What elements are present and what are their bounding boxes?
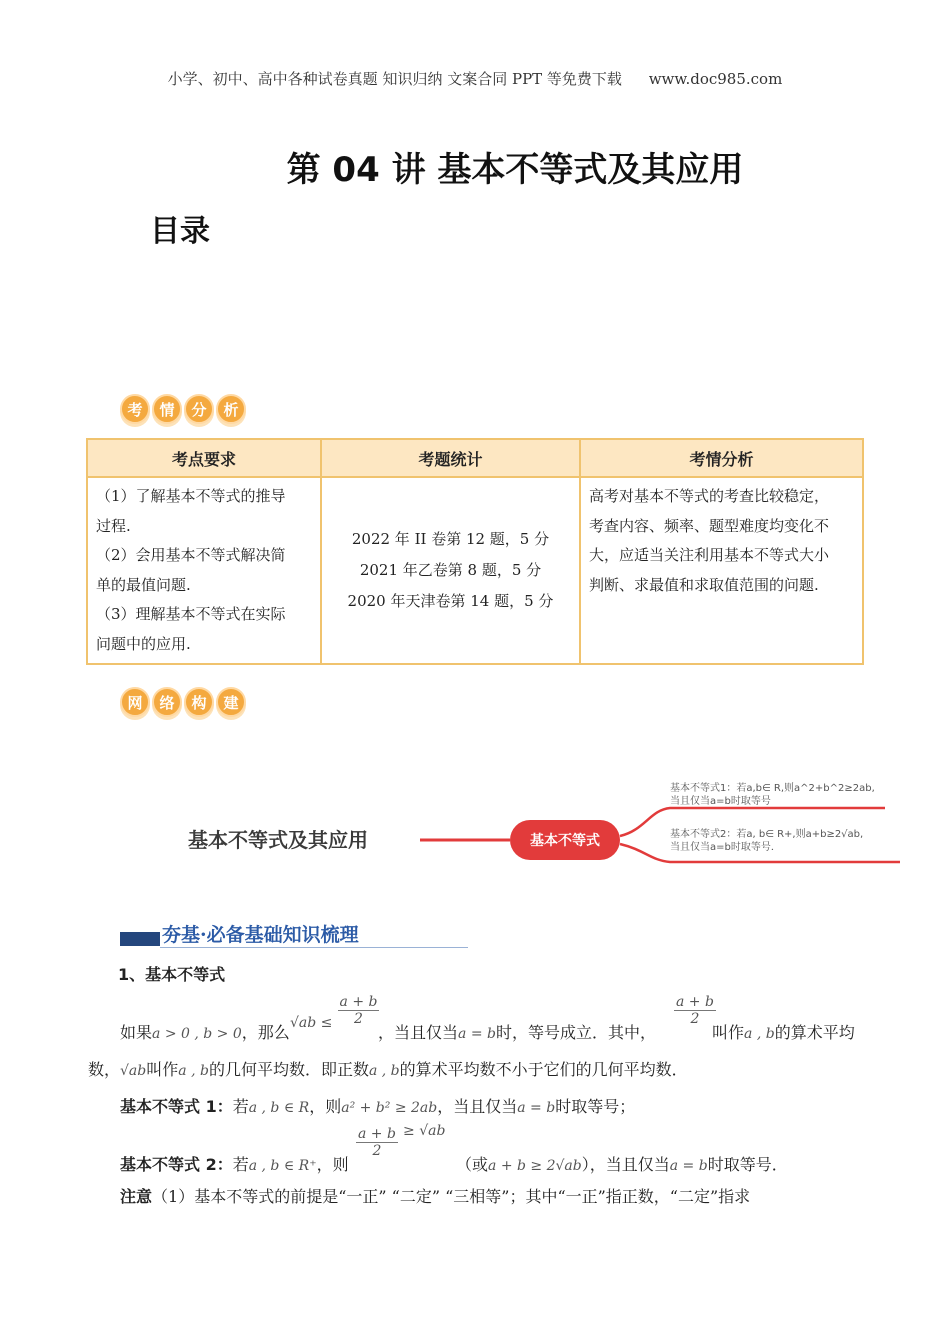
math: ≥ √ab <box>403 1123 446 1139</box>
cell-line: （2）会用基本不等式解决简 <box>96 546 286 564</box>
cell-line: 过程. <box>96 516 131 535</box>
text: ），当且仅当 <box>581 1155 670 1174</box>
cell-line: 2022 年 II 卷第 12 题，5 分 <box>351 530 550 548</box>
header-requirement: 考点要求 <box>87 439 321 477</box>
section-marker <box>120 932 160 946</box>
text: 数， <box>88 1060 121 1079</box>
cell-line: 判断、求最值和求取值范围的问题. <box>589 575 819 594</box>
cell-line: 2020 年天津卷第 14 题，5 分 <box>347 592 554 610</box>
page-title: 第 04 讲 基本不等式及其应用 <box>286 150 744 190</box>
text: 时，等号成立．其中， <box>495 1023 656 1042</box>
content-line-3 <box>120 1094 635 1117</box>
mind-map <box>180 770 910 880</box>
numerator: a + b <box>358 1126 396 1142</box>
section-title <box>120 920 468 948</box>
denominator: 2 <box>354 1011 363 1027</box>
cell-line: 问题中的应用. <box>96 634 191 653</box>
mindmap-leaf1-line2: 当且仅当a=b时取等号 <box>670 796 771 807</box>
cell-analysis <box>580 477 863 664</box>
math: a² + b² ≥ 2ab <box>341 1100 438 1116</box>
text: 时取等号． <box>707 1155 788 1174</box>
math: a + b ≥ 2√ab <box>488 1158 582 1174</box>
math: a = b <box>517 1100 556 1116</box>
badge-network <box>120 687 246 717</box>
text: 的几何平均数．即正数 <box>208 1060 369 1079</box>
text: 若 <box>232 1097 249 1116</box>
text: ，那么 <box>241 1023 290 1042</box>
section-underline <box>160 947 468 948</box>
label: 基本不等式 2： <box>120 1155 233 1174</box>
text: ，当且仅当 <box>378 1023 459 1042</box>
mindmap-node: 基本不等式 <box>530 833 600 849</box>
header-site[interactable]: www.doc985.com <box>648 70 783 88</box>
page-header <box>0 68 950 89</box>
fraction <box>356 1126 398 1159</box>
denominator: 2 <box>372 1143 382 1159</box>
analysis-table <box>86 438 864 665</box>
toc-heading: 目录 <box>150 214 210 249</box>
fraction <box>338 994 380 1027</box>
mean-fraction <box>674 994 716 1027</box>
text: 如果 <box>120 1023 153 1042</box>
section-text: 夯基·必备基础知识梳理 <box>162 924 359 946</box>
table-row <box>87 477 863 664</box>
math: √ab <box>120 1063 147 1079</box>
text: 叫作 <box>146 1060 179 1079</box>
cell-line: 考查内容、频率、题型难度均变化不 <box>589 516 830 535</box>
mindmap-leaf2-line2: 当且仅当a=b时取等号． <box>670 842 781 853</box>
math: a = b <box>458 1026 496 1042</box>
cell-line: 单的最值问题. <box>96 575 191 594</box>
badge-exam-analysis <box>120 394 246 424</box>
text: ，则 <box>309 1097 342 1116</box>
content-line-1c <box>712 1020 855 1043</box>
fraction <box>674 994 716 1027</box>
cell-requirement <box>87 477 321 664</box>
content-line-4b <box>456 1152 788 1175</box>
header-statistics: 考题统计 <box>321 439 580 477</box>
content-line-2 <box>88 1057 688 1080</box>
cell-line: 2021 年乙卷第 8 题，5 分 <box>359 561 542 579</box>
text: 若 <box>232 1155 249 1174</box>
text: 的算术平均 <box>774 1023 855 1042</box>
math: a , b ∈ R <box>248 1100 310 1116</box>
badge-char: 网 <box>120 687 150 717</box>
badge-char: 考 <box>120 394 150 424</box>
text: （或 <box>456 1155 489 1174</box>
inequality-formula <box>290 994 379 1031</box>
math: a > 0 , b > 0 <box>152 1026 242 1042</box>
cell-line: 高考对基本不等式的考查比较稳定， <box>589 487 830 505</box>
text: 时取等号； <box>555 1097 636 1116</box>
content-line-1a <box>120 1020 290 1043</box>
badge-char: 分 <box>184 394 214 424</box>
cell-line: （1）了解基本不等式的推导 <box>96 487 286 505</box>
header-text: 小学、初中、高中各种试卷真题 知识归纳 文案合同 PPT 等免费下载 <box>167 70 622 88</box>
badge-char: 建 <box>216 687 246 717</box>
text: ，当且仅当 <box>437 1097 518 1116</box>
cell-line: （3）理解基本不等式在实际 <box>96 605 286 623</box>
inequality2-formula <box>356 1123 446 1159</box>
label: 注意 <box>120 1187 153 1206</box>
mindmap-leaf1-line1: 基本不等式1：若a,b∈ R,则a^2+b^2≥2ab, <box>670 783 875 794</box>
content-line-4a <box>120 1152 349 1175</box>
math: a , b ∈ R⁺ <box>248 1158 317 1174</box>
text: ，则 <box>316 1155 349 1174</box>
text: 的算术平均数不小于它们的几何平均数． <box>399 1060 688 1079</box>
text: 叫作 <box>712 1023 745 1042</box>
cell-statistics <box>321 477 580 664</box>
label: 基本不等式 1： <box>120 1097 233 1116</box>
badge-char: 络 <box>152 687 182 717</box>
math: a , b <box>744 1026 775 1042</box>
mindmap-leaf2-line1: 基本不等式2：若a, b∈ R+,则a+b≥2√ab, <box>670 829 864 840</box>
content-heading: 1、基本不等式 <box>118 965 226 984</box>
badge-char: 情 <box>152 394 182 424</box>
badge-char: 构 <box>184 687 214 717</box>
mindmap-root: 基本不等式及其应用 <box>188 828 368 852</box>
cell-line: 大，应适当关注利用基本不等式大小 <box>589 546 830 564</box>
table-header-row <box>87 439 863 477</box>
text: （1）基本不等式的前提是“一正” “二定” “三相等”；其中“一正”指正数，“二定”指求 <box>152 1187 751 1206</box>
math: a , b <box>368 1063 400 1079</box>
math: √ab ≤ <box>290 1015 333 1031</box>
badge-char: 析 <box>216 394 246 424</box>
denominator: 2 <box>690 1011 700 1027</box>
content-line-1b <box>378 1020 656 1043</box>
math: a , b <box>178 1063 209 1079</box>
numerator: a + b <box>339 994 378 1010</box>
header-analysis: 考情分析 <box>580 439 863 477</box>
math: a = b <box>669 1158 708 1174</box>
numerator: a + b <box>676 994 714 1010</box>
content-line-5 <box>120 1184 750 1207</box>
